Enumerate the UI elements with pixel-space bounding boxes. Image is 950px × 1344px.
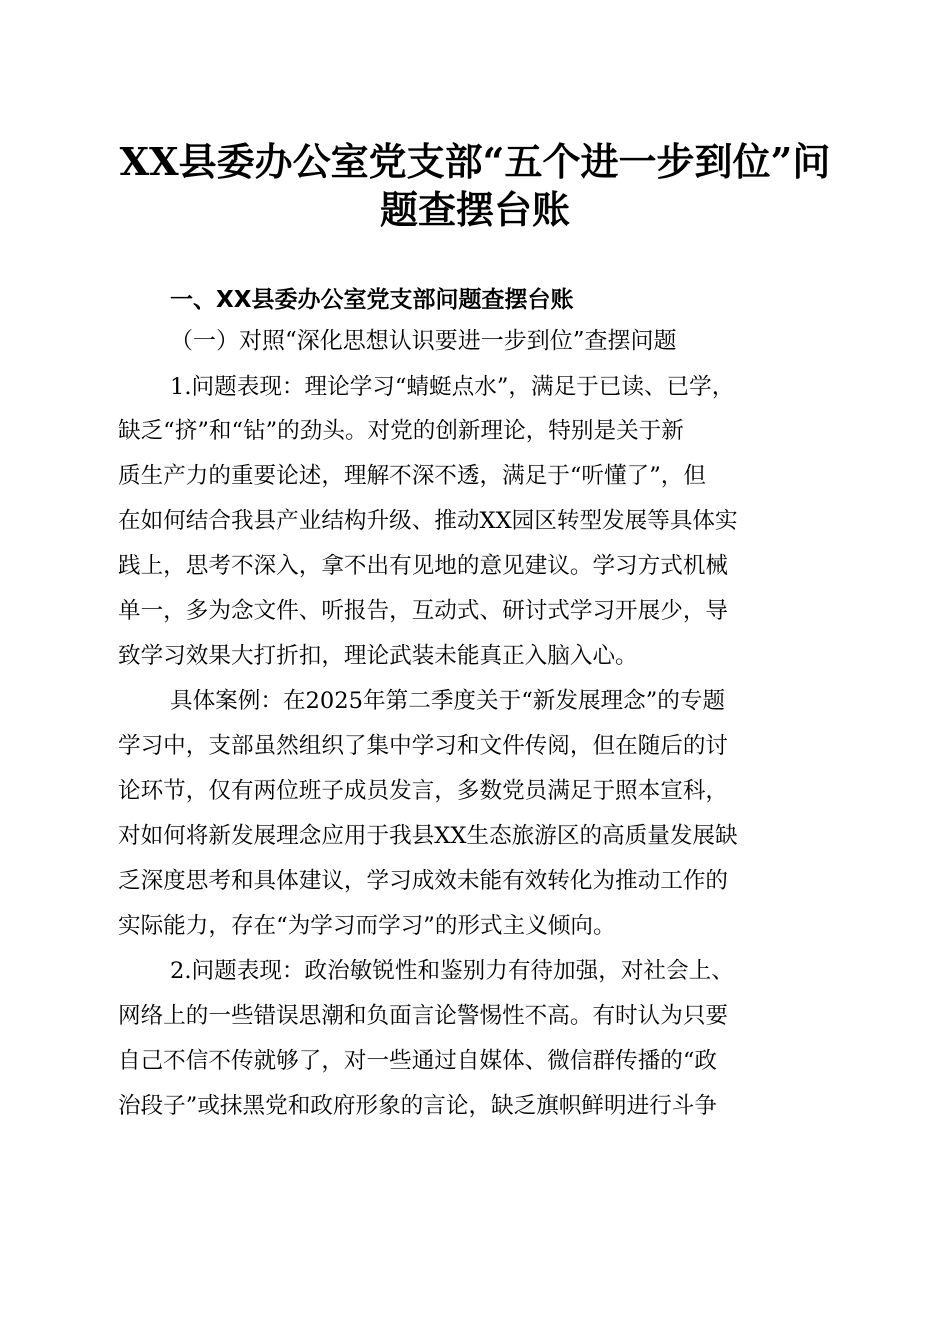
document-title-line-1: XX县委办公室党支部“五个进一步到位”问 <box>119 139 831 184</box>
body-line: 对如何将新发展理念应用于我县XX生态旅游区的高质量发展缺 <box>118 823 738 849</box>
body-line: 具体案例：在2025年第二季度关于“新发展理念”的专题 <box>170 688 726 714</box>
body-line: 实际能力，存在“为学习而学习”的形式主义倾向。 <box>118 913 616 939</box>
body-line: 网络上的一些错误思潮和负面言论警惕性不高。有时认为只要 <box>118 1003 729 1029</box>
body-line: 乏深度思考和具体建议，学习成效未能有效转化为推动工作的 <box>118 868 729 894</box>
body-line: 治段子”或抹黑党和政府形象的言论，缺乏旗帜鲜明进行斗争 <box>118 1093 717 1119</box>
body-line: 在如何结合我县产业结构升级、推动XX园区转型发展等具体实 <box>118 508 738 534</box>
document-title-line-2: 题查摆台账 <box>379 187 570 232</box>
body-line: 1.问题表现：理论学习“蜻蜓点水”，满足于已读、已学， <box>170 374 735 400</box>
body-line: 践上，思考不深入，拿不出有见地的意见建议。学习方式机械 <box>118 553 729 579</box>
section-heading: 一、XX县委办公室党支部问题查摆台账 <box>170 287 574 313</box>
body-line: 质生产力的重要论述，理解不深不透，满足于“听懂了”，但 <box>118 463 706 489</box>
body-line: 2.问题表现：政治敏锐性和鉴别力有待加强，对社会上、 <box>170 958 734 984</box>
body-line: 自己不信不传就够了，对一些通过自媒体、微信群传播的“政 <box>118 1048 717 1074</box>
body-line: 缺乏“挤”和“钻”的劲头。对党的创新理论，特别是关于新 <box>118 418 684 444</box>
body-line: 论环节，仅有两位班子成员发言，多数党员满足于照本宣科， <box>118 778 729 804</box>
body-line: 单一，多为念文件、听报告，互动式、研讨式学习开展少，导 <box>118 598 729 624</box>
body-line: 致学习效果大打折扣，理论武装未能真正入脑入心。 <box>118 643 638 669</box>
body-line: 学习中，支部虽然组织了集中学习和文件传阅，但在随后的讨 <box>118 733 729 759</box>
subsection-heading: （一）对照“深化思想认识要进一步到位”查摆问题 <box>170 328 677 354</box>
